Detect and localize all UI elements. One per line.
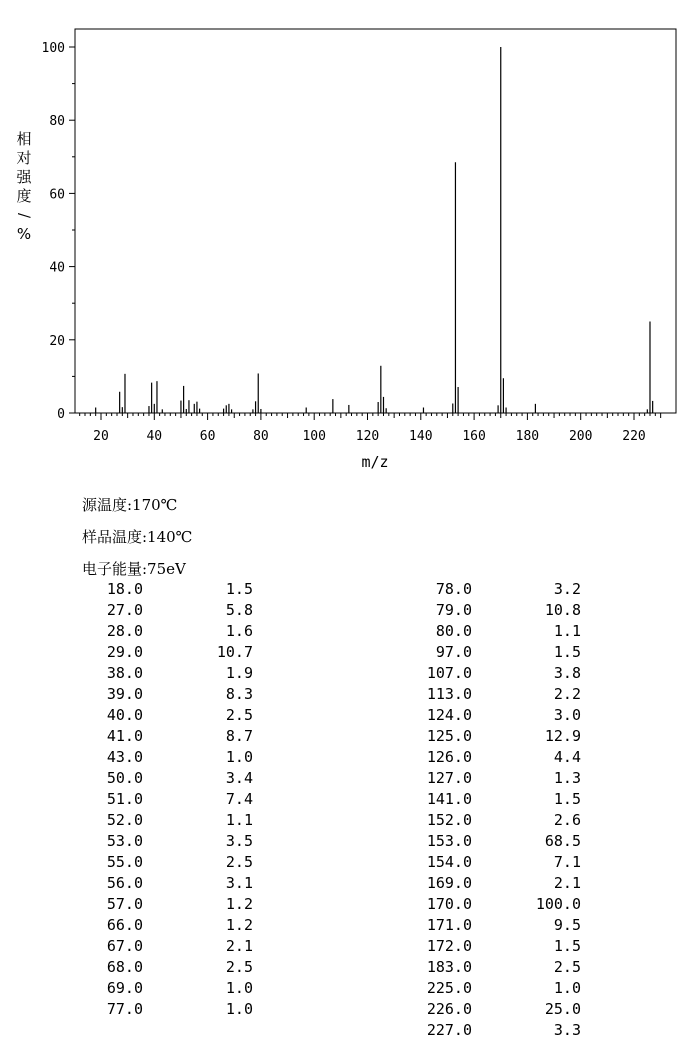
peak-intensity: 68.5 bbox=[544, 832, 581, 850]
peak-intensity: 7.4 bbox=[225, 790, 253, 808]
peak-mz: 40.0 bbox=[106, 706, 143, 724]
peak-mz: 125.0 bbox=[426, 727, 472, 745]
peak-intensity: 1.5 bbox=[553, 790, 581, 808]
peak-mz: 226.0 bbox=[426, 1000, 472, 1018]
peak-mz: 170.0 bbox=[426, 895, 472, 913]
peak-mz: 43.0 bbox=[106, 748, 143, 766]
peak-intensity: 1.6 bbox=[225, 622, 253, 640]
y-tick-label: 100 bbox=[41, 41, 65, 56]
peak-intensity: 1.9 bbox=[225, 664, 253, 682]
peak-mz: 124.0 bbox=[426, 706, 472, 724]
peak-intensity: 1.5 bbox=[225, 580, 253, 598]
peak-intensity: 25.0 bbox=[544, 1000, 581, 1018]
peak-intensity: 3.0 bbox=[553, 706, 581, 724]
peak-mz: 66.0 bbox=[106, 916, 143, 934]
peak-intensity: 1.0 bbox=[225, 1000, 253, 1018]
peak-intensity: 10.8 bbox=[544, 601, 581, 619]
x-tick-label: 20 bbox=[93, 429, 109, 444]
peak-intensity: 3.4 bbox=[225, 769, 253, 787]
x-tick-label: 180 bbox=[515, 429, 540, 444]
peak-intensity: 2.1 bbox=[225, 937, 253, 955]
peak-intensity: 9.5 bbox=[553, 916, 581, 934]
x-tick-label: 80 bbox=[253, 429, 269, 444]
electron-energy: 电子能量:75eV bbox=[82, 560, 186, 578]
peak-intensity: 2.5 bbox=[225, 706, 253, 724]
x-tick-label: 200 bbox=[568, 429, 593, 444]
peak-mz: 126.0 bbox=[426, 748, 472, 766]
peak-intensity: 1.0 bbox=[225, 748, 253, 766]
peak-mz: 29.0 bbox=[106, 643, 143, 661]
peak-intensity: 2.5 bbox=[225, 958, 253, 976]
y-tick-label: 20 bbox=[49, 333, 65, 349]
y-axis-label-char: 对 bbox=[16, 149, 32, 167]
peak-mz: 53.0 bbox=[106, 832, 143, 850]
y-axis-label-char: % bbox=[16, 225, 32, 243]
y-tick-label: 60 bbox=[49, 187, 65, 203]
peak-mz: 171.0 bbox=[426, 916, 472, 934]
peak-mz: 227.0 bbox=[426, 1021, 472, 1039]
source-temperature: 源温度:170℃ bbox=[82, 496, 178, 514]
y-axis-label-char: 强 bbox=[16, 168, 32, 186]
peak-intensity: 12.9 bbox=[544, 727, 581, 745]
sample-temperature: 样品温度:140℃ bbox=[82, 528, 193, 546]
peak-intensity: 5.8 bbox=[225, 601, 253, 619]
peak-mz: 225.0 bbox=[426, 979, 472, 997]
peak-mz: 38.0 bbox=[106, 664, 143, 682]
peak-mz: 127.0 bbox=[426, 769, 472, 787]
peak-intensity: 1.1 bbox=[553, 622, 581, 640]
peak-mz: 78.0 bbox=[435, 580, 472, 598]
peak-mz: 39.0 bbox=[106, 685, 143, 703]
peak-intensity: 1.5 bbox=[553, 937, 581, 955]
peak-intensity: 8.3 bbox=[225, 685, 253, 703]
y-axis-label-char: 相 bbox=[16, 130, 32, 148]
y-axis-label-slash: / bbox=[15, 212, 34, 219]
x-tick-label: 100 bbox=[302, 429, 326, 444]
x-tick-label: 140 bbox=[409, 429, 433, 444]
peak-bars bbox=[96, 47, 653, 413]
peak-mz: 18.0 bbox=[106, 580, 143, 598]
peak-mz: 183.0 bbox=[426, 958, 472, 976]
peak-mz: 68.0 bbox=[106, 958, 143, 976]
peak-mz: 152.0 bbox=[426, 811, 472, 829]
x-tick-label: 40 bbox=[146, 429, 163, 444]
peak-mz: 51.0 bbox=[106, 790, 143, 808]
peak-intensity: 7.1 bbox=[553, 853, 581, 871]
peak-mz: 57.0 bbox=[106, 895, 143, 913]
x-tick-label: 60 bbox=[199, 429, 216, 444]
x-axis bbox=[80, 413, 661, 444]
peak-mz: 113.0 bbox=[426, 685, 472, 703]
peak-intensity: 3.5 bbox=[225, 832, 253, 850]
peak-intensity: 2.6 bbox=[553, 811, 581, 829]
peak-intensity: 1.0 bbox=[225, 979, 253, 997]
peak-intensity: 3.2 bbox=[553, 580, 581, 598]
peak-intensity: 1.3 bbox=[553, 769, 581, 787]
peak-intensity: 3.3 bbox=[553, 1021, 581, 1039]
peak-mz: 141.0 bbox=[426, 790, 472, 808]
peak-mz: 27.0 bbox=[106, 601, 143, 619]
peak-mz: 67.0 bbox=[106, 937, 143, 955]
peak-intensity: 3.1 bbox=[225, 874, 253, 892]
mass-spectrum-chart bbox=[0, 0, 687, 480]
x-tick-label: 220 bbox=[622, 429, 646, 444]
y-axis-label bbox=[14, 130, 34, 244]
peak-mz: 154.0 bbox=[426, 853, 472, 871]
peak-mz: 153.0 bbox=[426, 832, 472, 850]
peak-intensity: 3.8 bbox=[553, 664, 581, 682]
y-axis bbox=[42, 41, 75, 422]
peak-intensity: 2.1 bbox=[553, 874, 581, 892]
peak-intensity: 8.7 bbox=[225, 727, 253, 745]
peak-intensity: 1.2 bbox=[225, 895, 253, 913]
peak-mz: 80.0 bbox=[435, 622, 472, 640]
peak-mz: 97.0 bbox=[435, 643, 472, 661]
peak-mz: 79.0 bbox=[435, 601, 472, 619]
peak-intensity: 1.2 bbox=[225, 916, 253, 934]
peak-intensity: 1.0 bbox=[553, 979, 581, 997]
peak-intensity: 1.5 bbox=[553, 643, 581, 661]
peak-mz: 28.0 bbox=[106, 622, 143, 640]
peak-mz: 52.0 bbox=[106, 811, 143, 829]
y-tick-label: 80 bbox=[49, 114, 65, 130]
x-tick-label: 160 bbox=[462, 429, 486, 444]
peak-intensity: 2.5 bbox=[225, 853, 253, 871]
peak-mz: 169.0 bbox=[426, 874, 472, 892]
peak-mz: 41.0 bbox=[106, 727, 143, 745]
peak-mz: 77.0 bbox=[106, 1000, 143, 1018]
peak-intensity: 100.0 bbox=[535, 895, 581, 913]
peak-mz: 107.0 bbox=[426, 664, 472, 682]
peak-mz: 172.0 bbox=[426, 937, 472, 955]
x-axis-label: m/z bbox=[361, 453, 389, 471]
peak-mz: 56.0 bbox=[106, 874, 143, 892]
y-tick-label: 40 bbox=[49, 260, 65, 276]
plot-frame bbox=[75, 29, 676, 413]
peak-mz: 69.0 bbox=[106, 979, 143, 997]
y-axis-label-char: 度 bbox=[16, 187, 32, 205]
peak-intensity: 2.5 bbox=[553, 958, 581, 976]
peak-intensity: 4.4 bbox=[553, 748, 581, 766]
peak-intensity: 2.2 bbox=[553, 685, 581, 703]
x-tick-label: 120 bbox=[355, 429, 380, 444]
y-tick-label: 0 bbox=[57, 407, 65, 422]
peak-mz: 55.0 bbox=[106, 853, 143, 871]
peak-mz: 50.0 bbox=[106, 769, 143, 787]
peak-intensity: 1.1 bbox=[225, 811, 253, 829]
peak-intensity: 10.7 bbox=[216, 643, 253, 661]
